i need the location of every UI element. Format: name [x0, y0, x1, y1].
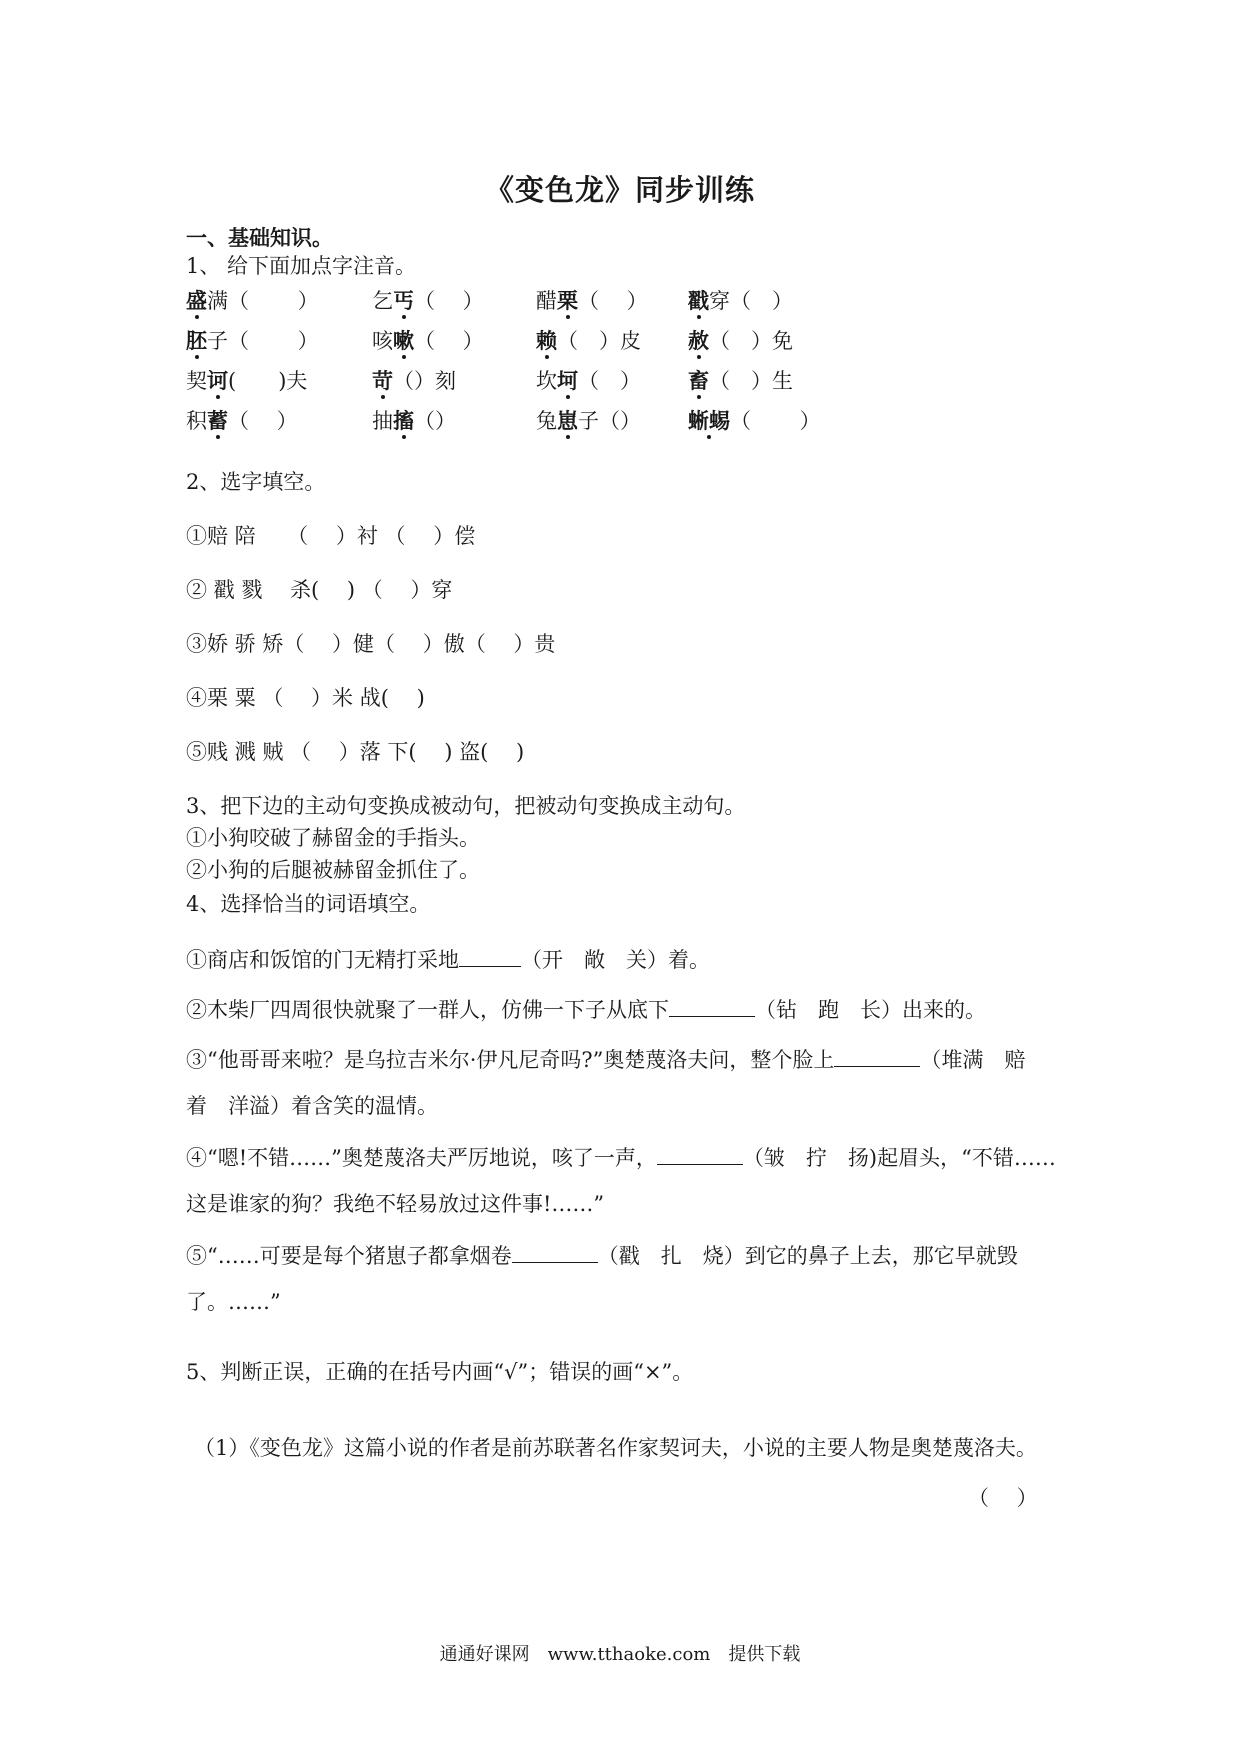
pinyin-item-suffix: 子（ ） — [207, 329, 319, 353]
question-1-heading: 1、 给下面加点字注音。 — [186, 254, 417, 278]
pinyin-item-prefix: 咳 — [372, 329, 393, 353]
pinyin-item — [186, 410, 298, 432]
q4-item-text: ④“嗯!不错……”奥楚蔑洛夫严厉地说，咳了一声， — [186, 1146, 657, 1170]
question-2-heading: 2、选字填空。 — [186, 470, 326, 494]
q3-item: ②小狗的后腿被赫留金抓住了。 — [186, 858, 480, 882]
pinyin-item-suffix: （ ）皮 — [557, 329, 641, 353]
pinyin-item-suffix: （） — [414, 409, 456, 433]
dotted-character: 胚 — [186, 328, 207, 353]
dotted-character: 搐 — [393, 408, 414, 433]
q4-item-1 — [186, 948, 710, 971]
fill-blank — [512, 1244, 598, 1263]
pinyin-item-suffix: （ ）生 — [709, 369, 793, 393]
q2-item: ② 戳 戮 杀( ) （ ）穿 — [186, 578, 453, 602]
pinyin-item-prefix: 抽 — [372, 409, 393, 433]
pinyin-item-suffix: ( )夫 — [228, 369, 308, 393]
pinyin-item-prefix: 乞 — [372, 289, 393, 313]
pinyin-item-prefix: 契 — [186, 369, 207, 393]
pinyin-item-prefix: 兔 — [536, 409, 557, 433]
q4-item-options: （皱 拧 扬)起眉头，“不错…… — [742, 1146, 1056, 1170]
pinyin-item — [536, 410, 641, 432]
pinyin-item-suffix: 子（） — [578, 409, 641, 433]
q4-item-5-cont: 了。……” — [186, 1290, 281, 1314]
pinyin-item — [186, 330, 319, 352]
q5-answer-paren: （ ） — [968, 1486, 1038, 1510]
q4-item-options: （开 敞 关）着。 — [521, 948, 710, 972]
dotted-character: 坷 — [557, 368, 578, 393]
pinyin-item — [688, 410, 821, 432]
dotted-character: 蓄 — [207, 408, 228, 433]
dotted-character: 盛 — [186, 288, 207, 313]
q2-item: ④栗 粟 （ ）米 战( ) — [186, 686, 425, 710]
q4-item-text: ②木柴厂四周很快就聚了一群人，仿佛一下子从底下 — [186, 998, 669, 1022]
pinyin-item — [186, 290, 319, 312]
q4-item-4-cont: 这是谁家的狗？我绝不轻易放过这件事!……” — [186, 1192, 605, 1216]
dotted-character: 畜 — [688, 368, 709, 393]
pinyin-item-prefix: 醋 — [536, 289, 557, 313]
pinyin-item-suffix: 穿（ ） — [709, 289, 793, 313]
q4-item-options: （钻 跑 长）出来的。 — [755, 998, 986, 1022]
pinyin-item — [536, 370, 641, 392]
q2-item: ①赔 陪 （ ）衬 （ ）偿 — [186, 524, 476, 548]
pinyin-item — [688, 370, 793, 392]
pinyin-item-prefix: 坎 — [536, 369, 557, 393]
pinyin-item — [536, 290, 648, 312]
question-3-heading: 3、把下边的主动句变换成被动句，把被动句变换成主动句。 — [186, 794, 746, 818]
question-5-heading: 5、判断正误，正确的在括号内画“√”；错误的画“×”。 — [186, 1360, 694, 1384]
section-heading: 一、基础知识。 — [186, 225, 333, 250]
dotted-character: 崽 — [557, 408, 578, 433]
page-title: 《变色龙》同步训练 — [484, 173, 755, 207]
fill-blank — [834, 1048, 920, 1067]
pinyin-item — [536, 330, 641, 352]
q4-item-4 — [186, 1146, 1056, 1169]
dotted-character: 嗽 — [393, 328, 414, 353]
dotted-character: 赖 — [536, 328, 557, 353]
pinyin-item-suffix: 满（ ） — [207, 289, 319, 313]
pinyin-item — [372, 410, 456, 432]
q4-item-3-cont: 着 洋溢）着含笑的温情。 — [186, 1094, 438, 1118]
q4-item-text: ①商店和饭馆的门无精打采地 — [186, 948, 459, 972]
pinyin-item-suffix: （）刻 — [393, 369, 456, 393]
dotted-character: 赦 — [688, 328, 709, 353]
dotted-character: 苛 — [372, 368, 393, 393]
pinyin-item-suffix: （ ） — [414, 329, 484, 353]
q4-item-text: ⑤“……可要是每个猪崽子都拿烟卷 — [186, 1244, 512, 1268]
q4-item-5 — [186, 1244, 1018, 1267]
q2-item: ⑤贱 溅 贼 （ ）落 下( ) 盗( ) — [186, 740, 525, 764]
q2-item: ③娇 骄 矫（ ）健（ ）傲（ ）贵 — [186, 632, 556, 656]
fill-blank — [459, 948, 521, 967]
pinyin-item — [372, 290, 484, 312]
dotted-character: 戳 — [688, 288, 709, 313]
pinyin-item-suffix: （ ） — [228, 409, 298, 433]
pinyin-item-suffix: （ ） — [578, 289, 648, 313]
q4-item-options: （戳 扎 烧）到它的鼻子上去，那它早就毁 — [597, 1244, 1018, 1268]
dotted-character: 丐 — [393, 288, 414, 313]
q4-item-options: （堆满 赔 — [920, 1048, 1026, 1072]
fill-blank — [657, 1146, 743, 1165]
pinyin-item-suffix: （ ） — [578, 369, 641, 393]
q4-item-text: ③“他哥哥来啦？是乌拉吉米尔·伊凡尼奇吗?”奥楚蔑洛夫问，整个脸上 — [186, 1048, 835, 1072]
pinyin-item — [372, 330, 484, 352]
q5-item-1: （1）《变色龙》这篇小说的作者是前苏联著名作家契诃夫，小说的主要人物是奥楚蔑洛夫。 — [194, 1436, 1037, 1460]
pinyin-item — [372, 370, 456, 392]
q3-item: ①小狗咬破了赫留金的手指头。 — [186, 826, 480, 850]
dotted-character: 蜥蜴 — [688, 408, 730, 433]
pinyin-item-suffix: （ ）免 — [709, 329, 793, 353]
dotted-character: 诃 — [207, 368, 228, 393]
pinyin-item — [688, 330, 793, 352]
pinyin-item-suffix: （ ） — [730, 409, 821, 433]
pinyin-item-prefix: 积 — [186, 409, 207, 433]
question-4-heading: 4、选择恰当的词语填空。 — [186, 892, 431, 916]
footer-credit: 通通好课网 www.tthaoke.com 提供下载 — [439, 1644, 801, 1665]
pinyin-item-suffix: （ ） — [414, 289, 484, 313]
pinyin-item — [186, 370, 307, 392]
q4-item-3 — [186, 1048, 1025, 1071]
q4-item-2 — [186, 998, 986, 1021]
dotted-character: 栗 — [557, 288, 578, 313]
fill-blank — [669, 998, 755, 1017]
pinyin-item — [688, 290, 793, 312]
